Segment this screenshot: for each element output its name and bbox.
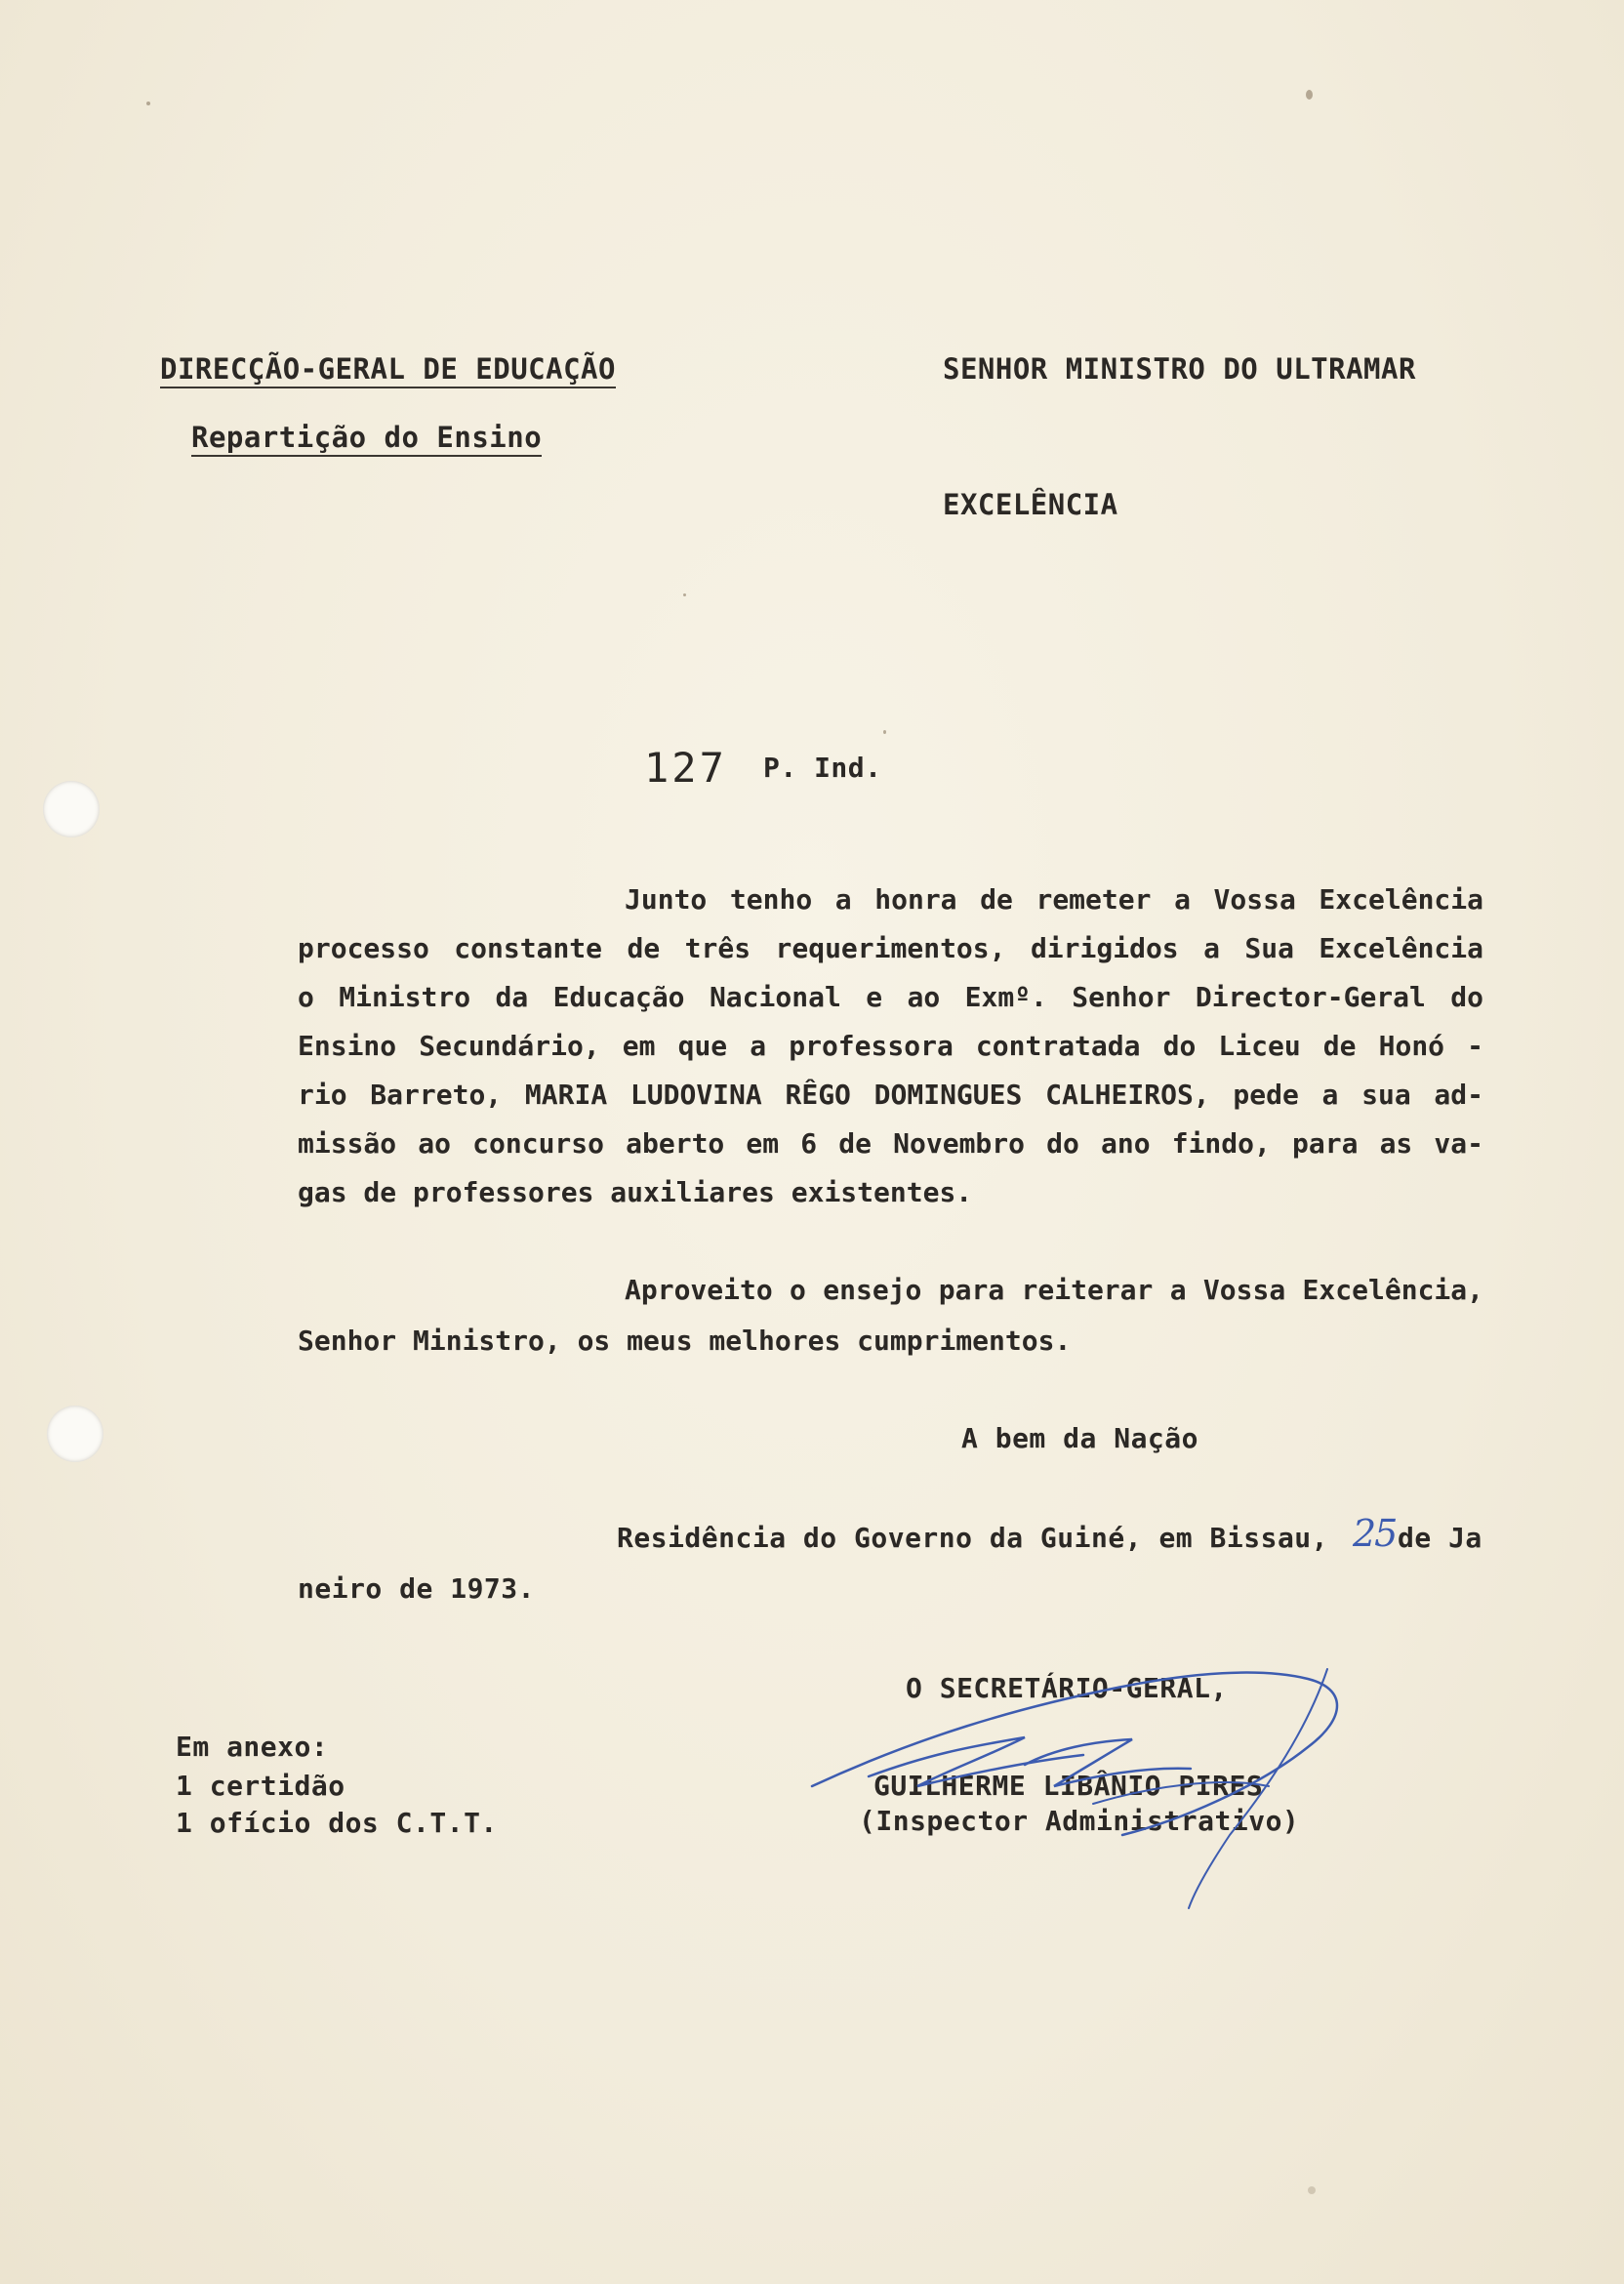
paragraph1-line-2: processo constante de três requerimentos, dirigidos a Sua Excelência — [298, 932, 1483, 964]
department-heading: DIRECÇÃO-GERAL DE EDUCAÇÃO — [160, 355, 616, 388]
paragraph1-line-3: o Ministro da Educação Nacional e ao Exmº. Senhor Director-Geral do — [298, 981, 1483, 1013]
place-date-line1: Residência do Governo da Guiné, em Bissau, — [617, 1522, 1329, 1554]
reference-suffix: P. Ind. — [763, 752, 882, 784]
signatory-role: (Inspector Administrativo) — [859, 1805, 1300, 1837]
salutation: EXCELÊNCIA — [943, 488, 1118, 521]
paragraph1-line-6: missão ao concurso aberto em 6 de Novembro do ano findo, para as va- — [298, 1127, 1483, 1160]
punch-hole-bottom — [47, 1406, 103, 1462]
punch-hole-top — [43, 781, 100, 837]
reference-number: 127 — [644, 744, 727, 792]
paper-speck — [883, 730, 886, 734]
enclosures-heading: Em anexo: — [176, 1731, 329, 1763]
handwritten-signature — [800, 1640, 1405, 1913]
closing-motto: A bem da Nação — [961, 1422, 1199, 1454]
paragraph2-line-1: Aproveito o ensejo para reiterar a Vossa Excelência, — [625, 1274, 1483, 1306]
handwritten-day: 25 — [1353, 1512, 1397, 1555]
enclosure-item: 1 ofício dos C.T.T. — [176, 1807, 498, 1839]
paper-speck — [1306, 90, 1313, 100]
place-date-line2: neiro de 1973. — [298, 1572, 536, 1605]
section-heading: Repartição do Ensino — [191, 424, 542, 457]
paper-speck — [1308, 2186, 1316, 2194]
paragraph2-line-2: Senhor Ministro, os meus melhores cumprimentos. — [298, 1325, 1072, 1357]
paper-speck — [146, 102, 150, 105]
paragraph1-line-4: Ensino Secundário, em que a professora contratada do Liceu de Honó - — [298, 1030, 1483, 1062]
enclosure-item: 1 certidão — [176, 1770, 345, 1802]
paragraph1-line-1: Junto tenho a honra de remeter a Vossa Excelência — [625, 883, 1483, 916]
paper-speck — [683, 593, 686, 596]
signature-title: O SECRETÁRIO-GERAL, — [906, 1672, 1228, 1704]
place-date-line1-end: de Ja — [1398, 1522, 1482, 1554]
paragraph1-line-7: gas de professores auxiliares existentes. — [298, 1176, 973, 1208]
addressee: SENHOR MINISTRO DO ULTRAMAR — [943, 352, 1416, 386]
paragraph1-line-5: rio Barreto, MARIA LUDOVINA RÊGO DOMINGUES CALHEIROS, pede a sua ad- — [298, 1079, 1483, 1111]
signatory-name: GUILHERME LIBÂNIO PIRES — [873, 1770, 1264, 1802]
